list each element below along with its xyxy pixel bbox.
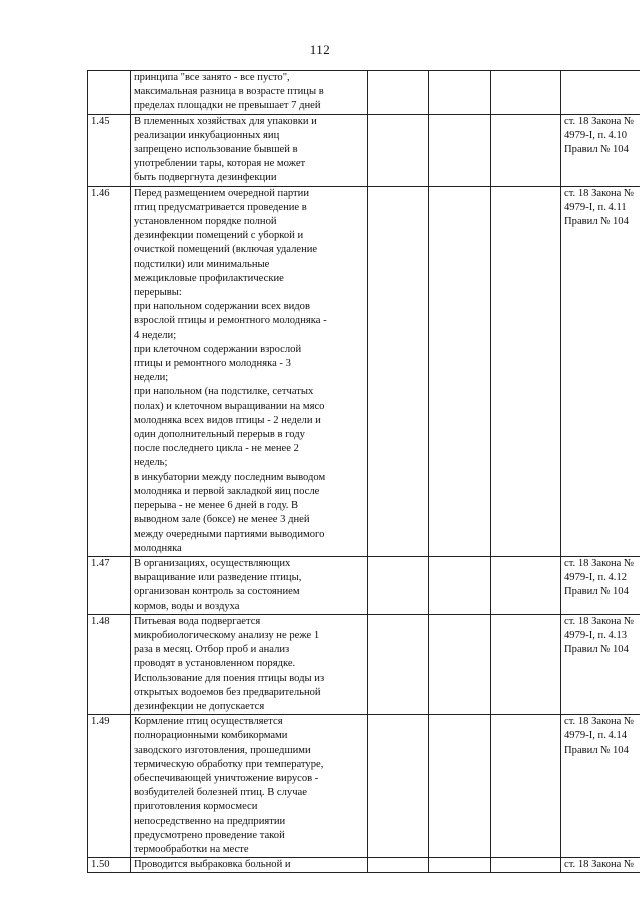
empty-cell-3 <box>491 715 561 858</box>
item-number: 1.47 <box>88 556 131 614</box>
requirement-line: Питьевая вода подвергается <box>134 615 261 627</box>
empty-cell-1 <box>368 858 429 873</box>
requirement-line: Кормление птиц осуществляется <box>134 716 283 728</box>
empty-cell-2 <box>429 186 491 556</box>
requirement-line: проводят в установленном порядке. <box>134 658 296 670</box>
requirement-line: организован контроль за состоянием <box>134 586 300 598</box>
requirement-text <box>131 71 368 115</box>
reference-line: Правил № 104 <box>564 744 629 756</box>
requirement-line: полах) и клеточном выращивании на мясо <box>134 400 325 412</box>
reference-line: 4979-I, п. 4.14 <box>564 730 628 742</box>
empty-cell-1 <box>368 556 429 614</box>
requirement-line: Проводится выбраковка больной и <box>134 859 291 871</box>
requirement-line: при клеточном содержании взрослой <box>134 343 302 355</box>
requirement-line: молодняка и первой закладкой яиц после <box>134 485 320 497</box>
requirement-line: В организациях, осуществляющих <box>134 557 291 569</box>
requirement-line: межцикловые профилактические <box>134 272 284 284</box>
item-number: 1.49 <box>88 715 131 858</box>
reference-line: 4979-I, п. 4.12 <box>564 572 628 584</box>
requirement-line: приготовления кормосмеси <box>134 801 258 813</box>
requirement-line: один дополнительный перерыв в году <box>134 429 305 441</box>
requirement-line: принципа "все занято - все пусто", <box>134 72 290 83</box>
reference-line: ст. 18 Закона № <box>564 615 635 627</box>
empty-cell-1 <box>368 614 429 714</box>
requirement-line: употреблении тары, которая не может <box>134 158 306 170</box>
requirement-line: птиц предусматривается проведение в <box>134 201 307 213</box>
requirement-line: после последнего цикла - не менее 2 <box>134 443 299 455</box>
item-number: 1.45 <box>88 114 131 186</box>
empty-cell-2 <box>429 556 491 614</box>
requirement-text <box>131 715 368 858</box>
requirement-line: кормов, воды и воздуха <box>134 600 240 612</box>
legal-reference <box>561 71 640 115</box>
empty-cell-1 <box>368 715 429 858</box>
requirement-line: установленном порядке полной <box>134 216 277 228</box>
empty-cell-3 <box>491 858 561 873</box>
reference-line: Правил № 104 <box>564 586 629 598</box>
reference-line: ст. 18 Закона № <box>564 859 635 871</box>
empty-cell-2 <box>429 858 491 873</box>
reference-line: 4979-I, п. 4.13 <box>564 629 628 641</box>
item-number: 1.50 <box>88 858 131 873</box>
requirement-line: реализации инкубационных яиц <box>134 129 280 141</box>
reference-line: ст. 18 Закона № <box>564 187 635 199</box>
empty-cell-2 <box>429 614 491 714</box>
empty-cell-3 <box>491 556 561 614</box>
reference-line: Правил № 104 <box>564 144 629 156</box>
reference-line: ст. 18 Закона № <box>564 115 635 127</box>
requirement-line: 4 недели; <box>134 329 177 341</box>
table-row <box>88 186 640 556</box>
requirement-line: при напольном (на подстилке, сетчатых <box>134 386 314 398</box>
reference-line: 4979-I, п. 4.11 <box>564 201 627 213</box>
reference-line: 4979-I, п. 4.10 <box>564 129 628 141</box>
requirement-line: Использование для поения птицы воды из <box>134 672 325 684</box>
requirement-line: заводского изготовления, прошедшими <box>134 744 311 756</box>
table-row <box>88 71 640 115</box>
requirement-line: при напольном содержании всех видов <box>134 301 310 313</box>
requirement-line: дезинфекции помещений с уборкой и <box>134 230 304 242</box>
requirement-line: В племенных хозяйствах для упаковки и <box>134 115 317 127</box>
requirements-table <box>87 70 640 873</box>
table-row <box>88 614 640 714</box>
requirement-line: недели; <box>134 372 169 384</box>
requirement-line: выращивание или разведение птицы, <box>134 572 302 584</box>
requirement-line: микробиологическому анализу не реже 1 <box>134 629 320 641</box>
requirement-line: молодняка <box>134 542 182 554</box>
requirement-line: термообработки на месте <box>134 843 249 855</box>
requirement-line: перерыва - не менее 6 дней в году. В <box>134 500 299 512</box>
requirement-text <box>131 858 368 873</box>
requirement-line: перерывы: <box>134 287 182 299</box>
page-number: 112 <box>309 42 331 57</box>
requirement-line: недель; <box>134 457 168 469</box>
empty-cell-2 <box>429 114 491 186</box>
table-row <box>88 556 640 614</box>
requirement-line: возбудителей болезней птиц. В случае <box>134 787 307 799</box>
legal-reference <box>561 114 640 186</box>
empty-cell-2 <box>429 71 491 115</box>
requirement-line: открытых водоемов без предварительной <box>134 686 321 698</box>
table-row <box>88 114 640 186</box>
requirement-line: пределах площадки не превышает 7 дней <box>134 100 321 112</box>
requirement-line: выводном зале (боксе) не менее 3 дней <box>134 514 310 526</box>
requirement-text <box>131 186 368 556</box>
empty-cell-3 <box>491 114 561 186</box>
requirement-text <box>131 614 368 714</box>
requirement-line: предусмотрено проведение такой <box>134 829 285 841</box>
empty-cell-3 <box>491 614 561 714</box>
empty-cell-1 <box>368 114 429 186</box>
requirement-line: между очередными партиями выводимого <box>134 528 325 540</box>
legal-reference <box>561 556 640 614</box>
requirement-text <box>131 114 368 186</box>
requirement-line: полнорационными комбикормами <box>134 730 288 742</box>
requirement-line: непосредственно на предприятии <box>134 815 286 827</box>
empty-cell-1 <box>368 186 429 556</box>
requirement-line: запрещено использование бывшей в <box>134 144 298 156</box>
requirement-line: в инкубатории между последним выводом <box>134 471 326 483</box>
item-number: 1.46 <box>88 186 131 556</box>
requirement-line: дезинфекции не допускается <box>134 700 265 712</box>
table-row <box>88 858 640 873</box>
empty-cell-3 <box>491 71 561 115</box>
item-number: 1.48 <box>88 614 131 714</box>
reference-line: Правил № 104 <box>564 644 629 656</box>
table-row <box>88 715 640 858</box>
requirement-line: раза в месяц. Отбор проб и анализ <box>134 644 290 656</box>
requirement-text <box>131 556 368 614</box>
requirement-line: быть подвергнута дезинфекции <box>134 172 277 184</box>
legal-reference <box>561 186 640 556</box>
legal-reference <box>561 858 640 873</box>
requirement-line: птицы и ремонтного молодняка - 3 <box>134 358 291 370</box>
empty-cell-1 <box>368 71 429 115</box>
reference-line: ст. 18 Закона № <box>564 557 635 569</box>
reference-line: Правил № 104 <box>564 216 629 228</box>
requirement-line: взрослой птицы и ремонтного молодняка - <box>134 315 327 327</box>
requirement-line: обеспечивающей уничтожение вирусов - <box>134 772 319 784</box>
requirement-line: молодняка всех видов птицы - 2 недели и <box>134 414 321 426</box>
requirement-line: Перед размещением очередной партии <box>134 187 310 199</box>
item-number <box>88 71 131 115</box>
legal-reference <box>561 715 640 858</box>
requirement-line: подстилки) или минимальные <box>134 258 270 270</box>
empty-cell-2 <box>429 715 491 858</box>
empty-cell-3 <box>491 186 561 556</box>
legal-reference <box>561 614 640 714</box>
reference-line: ст. 18 Закона № <box>564 716 635 728</box>
requirements-table-body <box>88 71 640 873</box>
requirement-line: максимальная разница в возрасте птицы в <box>134 86 324 98</box>
requirement-line: термическую обработку при температуре, <box>134 758 324 770</box>
requirement-line: очисткой помещений (включая удаление <box>134 244 318 256</box>
